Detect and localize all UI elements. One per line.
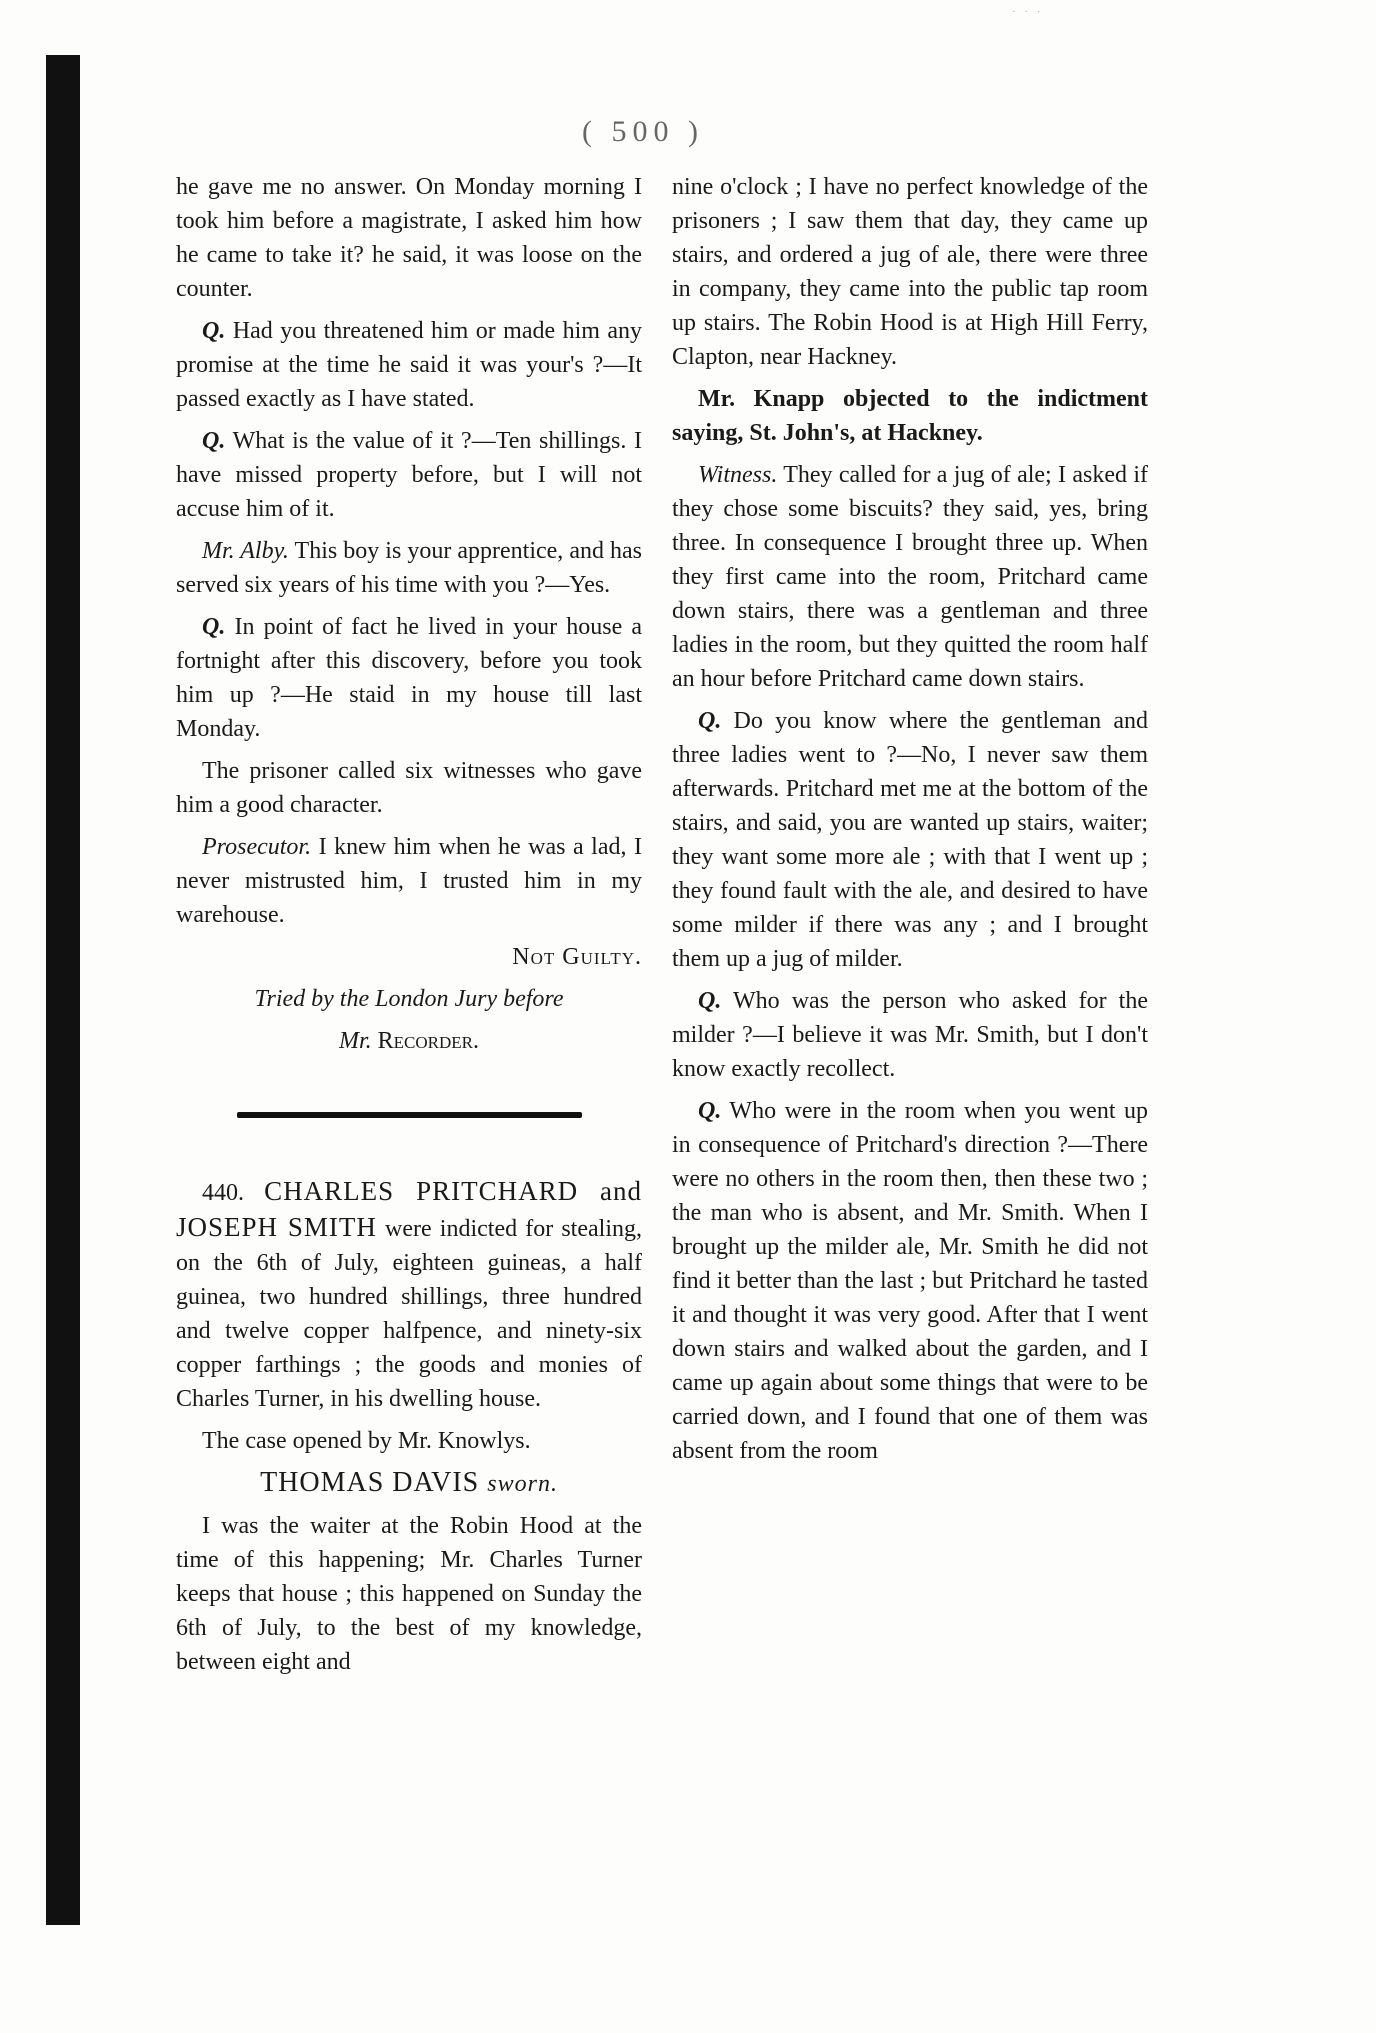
question-marker: Q. — [202, 318, 226, 344]
paragraph-text: Mr. Knapp objected to the indictment saying, St. John's, at Hackney. — [672, 386, 1148, 446]
paragraph — [176, 610, 642, 746]
paragraph — [672, 170, 1148, 374]
sworn-label: sworn. — [487, 1471, 558, 1497]
right-column — [672, 170, 1148, 1476]
speaker-name: Witness. — [698, 462, 778, 488]
section-divider — [237, 1112, 582, 1118]
paragraph — [672, 458, 1148, 696]
corner-note: · · · — [1012, 6, 1044, 18]
paragraph-text: I knew him when he was a lad, I never mistrusted him, I trusted him in my warehouse. — [176, 834, 642, 928]
paragraph-text: he gave me no answer. On Monday morning I took him before a magistrate, I asked him how he came to take it? he said, it was loose on the counter. — [176, 174, 642, 302]
paragraph-text: The case opened by Mr. Knowlys. — [202, 1428, 531, 1454]
judge-prefix: Mr. — [338, 1028, 372, 1054]
trial-heading: Tried by the London Jury before — [254, 986, 564, 1012]
question-marker: Q. — [202, 428, 226, 454]
paragraph — [176, 170, 642, 306]
witness-name: THOMAS DAVIS — [260, 1467, 480, 1498]
case-paragraph — [176, 1174, 642, 1416]
paragraph — [176, 830, 642, 932]
paragraph-text: nine o'clock ; I have no perfect knowledge of the prisoners ; I saw them that day, they came up stairs, and ordered a jug of ale, there were three in company, they came into the public tap room up stairs. The Robin Hood is at High Hill Ferry, Clapton, near Hackney. — [672, 174, 1148, 370]
question-marker: Q. — [698, 708, 722, 734]
witness-heading — [176, 1466, 642, 1501]
paragraph-text: The prisoner called six witnesses who gave him a good character. — [176, 758, 642, 818]
question-marker: Q. — [202, 614, 226, 640]
defendant-names: CHARLES PRITCHARD and JOSEPH SMITH — [176, 1176, 642, 1242]
binding-edge — [46, 55, 80, 1925]
paragraph — [672, 382, 1148, 450]
paragraph — [176, 424, 642, 526]
paragraph-text: Who were in the room when you went up in consequence of Pritchard's direction ?—There were no others in the room then, then these two ; the man who is absent, and Mr. Smith. When I brought up the milder ale, Mr. Smith he did not find it better than the last ; but Pritchard he tasted it and thought it was very good. After that I went down stairs and walked about the garden, and I came up again about some things that were to be carried down, and I found that one of them was absent from the room — [672, 1098, 1148, 1464]
paragraph-text: were indicted for stealing, on the 6th of July, eighteen guineas, a half guinea, two hundred shillings, three hundred and twelve copper halfpence, and ninety-six copper farthings ; the goods and monies of Charles Turner, in his dwelling house. — [176, 1216, 642, 1412]
paragraph — [176, 534, 642, 602]
speaker-name: Prosecutor. — [202, 834, 312, 860]
paragraph — [672, 984, 1148, 1086]
paragraph-text: Who was the person who asked for the milder ?—I believe it was Mr. Smith, but I don't know exactly recollect. — [672, 988, 1148, 1082]
paragraph-text: They called for a jug of ale; I asked if they chose some biscuits? they said, yes, bring three. In consequence I brought three up. When they first came into the room, Pritchard came down stairs, there was a gentleman and three ladies in the room, but they quitted the room half an hour before Pritchard came down stairs. — [672, 462, 1148, 692]
paragraph-text: What is the value of it ?—Ten shillings. I have missed property before, but I will not accuse him of it. — [176, 428, 642, 522]
paragraph — [176, 1424, 642, 1458]
paragraph-text: I was the waiter at the Robin Hood at the time of this happening; Mr. Charles Turner keeps that house ; this happened on Sunday the 6th of July, to the best of my knowledge, between eight and — [176, 1513, 642, 1675]
trial-judge — [176, 1024, 642, 1058]
paragraph-text: Had you threatened him or made him any promise at the time he said it was your's ?—It passed exactly as I have stated. — [176, 318, 642, 412]
paragraph — [672, 1094, 1148, 1468]
paragraph — [176, 314, 642, 416]
speaker-name: Mr. Alby. — [202, 538, 289, 564]
question-marker: Q. — [698, 1098, 722, 1124]
case-number: 440. — [202, 1180, 244, 1206]
judge-name: Recorder. — [377, 1028, 480, 1054]
paragraph — [672, 704, 1148, 976]
paragraph-text: In point of fact he lived in your house a fortnight after this discovery, before you took him up ?—He staid in my house till last Monday. — [176, 614, 643, 742]
paragraph-text: Do you know where the gentleman and three ladies went to ?—No, I never saw them afterwards. Pritchard met me at the bottom of the stairs, and said, you are wanted up stairs, waiter; they want some more ale ; with that I went up ; they found fault with the ale, and desired to have some milder if there was any ; and I brought them up a jug of milder. — [672, 708, 1148, 972]
page-number: ( 500 ) — [582, 115, 704, 148]
paragraph — [176, 754, 642, 822]
paragraph-text: This boy is your apprentice, and has served six years of his time with you ?—Yes. — [176, 538, 642, 598]
question-marker: Q. — [698, 988, 722, 1014]
verdict: Not Guilty. — [512, 944, 642, 970]
paragraph — [176, 1509, 642, 1679]
left-column — [176, 170, 642, 1687]
